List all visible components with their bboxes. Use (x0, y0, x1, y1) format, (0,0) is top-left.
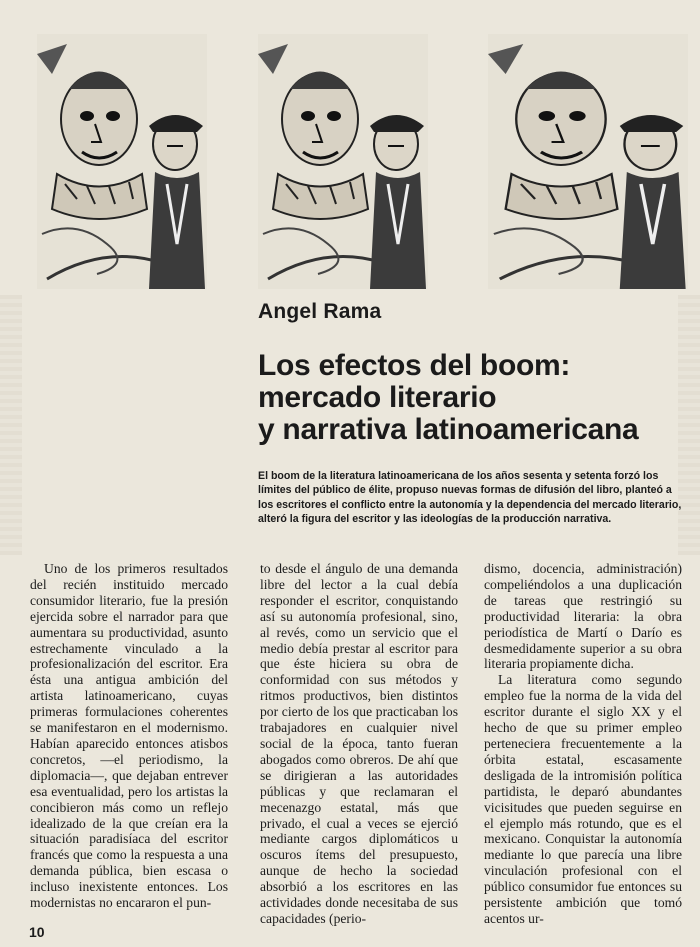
body-paragraph: dismo, docencia, administración) compeliéndolos a una duplicación de tareas que restringió su productividad literaria: la obra periodística de Martí o Darío es desmedidamente superior a su obra literaria propiamente dicha. (484, 561, 682, 672)
author-name: Angel Rama (258, 300, 382, 323)
body-column-1 (30, 561, 228, 911)
article-title (258, 350, 688, 446)
body-paragraph: La literatura como segundo empleo fue la norma de la vida del escritor durante el siglo XX y el hecho de que su primer empleo perteneciera frecuentemente a la órbita estatal, escasamente desligada de la intromisión política partidista, le deparó abundantes vicisitudes que pueden seguirse en el ejemplo más rotundo, que es el mexicano. Conquistar la autonomía mediante lo que parecía una libre vinculación profesional con el público consumidor fue entonces su persistente ambición que tomó acentos ur- (484, 672, 682, 926)
title-line: mercado literario (258, 381, 497, 414)
illustration-left (37, 34, 207, 289)
illustration-right (488, 34, 688, 289)
body-paragraph: Uno de los primeros resultados del recién instituido mercado consumidor literario, fue la presión ejercida sobre el narrador para que aumentara su productividad, asunto estrechamente vinculado a la profesionalización del escritor. Era ésta una antigua ambición del artista latinoamericano, cuyas primeras formulaciones coherentes se manifestaron en el modernismo. Habían aparecido entonces atisbos concretos, —el periodismo, la diplomacia—, que dejaban entrever esa eventualidad, pero los artistas la concibieron más como un reflejo idealizado de la que creían era la situación paradisíaca del escritor francés que como la respuesta a una demanda pública, bien escasa o incluso inexistente entonces. Los modernistas no encararon el pun- (30, 561, 228, 911)
show-through-edge-left (0, 295, 22, 555)
caricature-illustration (488, 34, 688, 289)
body-column-2 (260, 561, 458, 927)
title-line: Los efectos del boom: (258, 349, 571, 382)
caricature-illustration (37, 34, 207, 289)
article-abstract: El boom de la literatura latinoamericana de los años sesenta y setenta forzó los límites del público de élite, propuso nuevas formas de difusión del libro, planteó a los escritores el conflicto entre la autonomía y la dependencia del mercado literario, alteró la figura del escritor y las ideologías de la producción narrativa. (258, 470, 682, 525)
body-paragraph: to desde el ángulo de una demanda libre del lector a la cual debía responder el escritor, conquistando así su autonomía profesional, sino, al revés, como un servicio que el medio debía prestar al escritor para que éste hiciera su obra de conformidad con sus métodos y ritmos productivos, bien distintos por cierto de los que practicaban los trabajadores en cualquier nivel social de la época, tanto fueran abogados como obreros. De ahí que se dirigieran a las autoridades públicas y que reclamaran el mecenazgo estatal, más que privado, el cual a veces se ejerció mediante cargos diplomáticos u oscuros ítems del presupuesto, aunque de hecho la sociedad absorbió a los escritores en las actividades donde necesitaba de sus capacidades (perio- (260, 561, 458, 926)
page-number: 10 (29, 924, 45, 940)
title-line: y narrativa latinoamericana (258, 413, 639, 446)
illustration-center (258, 34, 428, 289)
body-column-3 (484, 561, 682, 927)
caricature-illustration (258, 34, 428, 289)
